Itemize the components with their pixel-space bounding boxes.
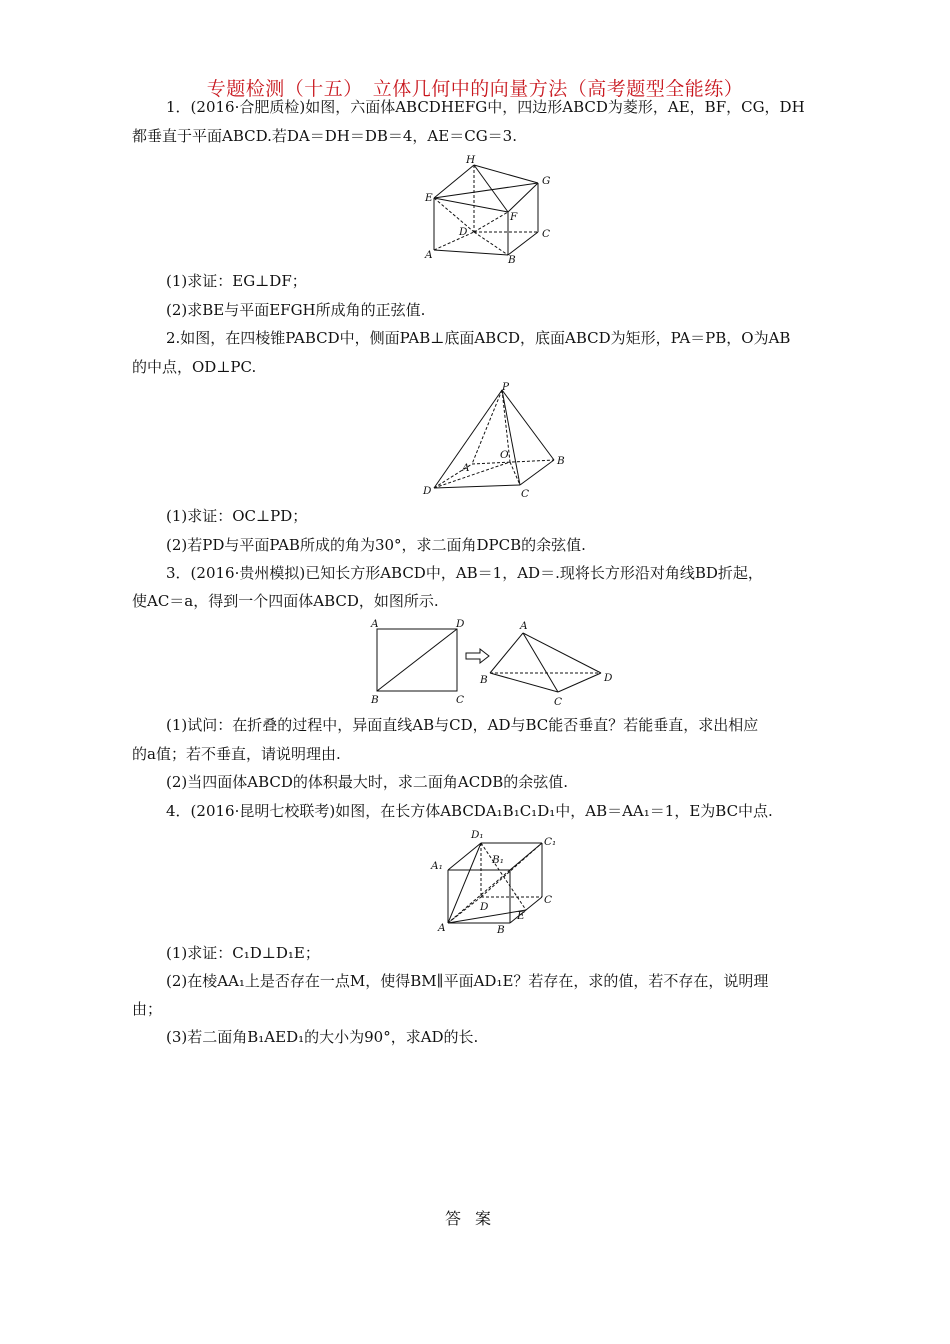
label-tet-b: B — [480, 674, 488, 686]
problem-3-part-2: (2)当四面体ABCD的体积最大时，求二面角ACDB的余弦值. — [166, 773, 569, 791]
label-e: E — [517, 910, 525, 922]
label-tet-d: D — [604, 672, 613, 684]
label-f: F — [510, 211, 518, 223]
problem-1-line-2: 都垂直于平面ABCD.若DA＝DH＝DB＝4，AE＝CG＝3. — [132, 127, 517, 145]
label-a: A — [462, 462, 470, 474]
problem-1-part-1: (1)求证：EG⊥DF； — [166, 272, 307, 290]
problem-4-part-1: (1)求证：C₁D⊥D₁E； — [166, 944, 320, 962]
label-c: C — [544, 894, 553, 906]
label-p: P — [502, 381, 510, 393]
label-b: B — [508, 254, 516, 265]
label-b: B — [557, 455, 565, 467]
label-c1: C₁ — [544, 836, 557, 848]
problem-2-line-1: 2.如图，在四棱锥PABCD中，侧面PAB⊥底面ABCD，底面ABCD为矩形，PA＝PB，O为AB — [166, 329, 791, 347]
answer-heading: 答案 — [444, 1209, 505, 1228]
label-rect-a: A — [371, 618, 379, 630]
problem-4-line-1: 4．(2016·昆明七校联考)如图，在长方体ABCDA₁B₁C₁D₁中，AB＝AA₁＝1，E为BC中点. — [166, 802, 773, 820]
label-rect-b: B — [371, 694, 379, 706]
figure-folding — [368, 615, 623, 710]
figure-cuboid — [424, 825, 564, 937]
label-o: O — [500, 449, 509, 461]
problem-3-part-1-line-2: 的a值；若不垂直，请说明理由. — [132, 745, 341, 763]
problem-4-part-2-line-2: 由； — [132, 1000, 163, 1018]
figure-pyramid — [418, 380, 573, 505]
label-h: H — [466, 154, 476, 166]
problem-4-part-3: (3)若二面角B₁AED₁的大小为90°，求AD的长. — [166, 1028, 479, 1046]
label-d: D — [459, 226, 468, 238]
label-b: B — [497, 924, 505, 936]
label-c: C — [521, 488, 530, 500]
problem-1-part-2: (2)求BE与平面EFGH所成角的正弦值. — [166, 301, 426, 319]
problem-1-line-1: 1．(2016·合肥质检)如图，六面体ABCDHEFG中，四边形ABCD为菱形，AE，BF，CG，DH — [166, 98, 805, 116]
label-tet-c: C — [554, 696, 563, 708]
label-g: G — [542, 175, 551, 187]
problem-3-part-1-line-1: (1)试问：在折叠的过程中，异面直线AB与CD，AD与BC能否垂直？若能垂直，求出相应 — [166, 716, 759, 734]
problem-4-part-2-line-1: (2)在棱AA₁上是否存在一点M，使得BM∥平面AD₁E？若存在，求的值，若不存在，说明理 — [166, 972, 769, 990]
page-title: 专题检测（十五） 立体几何中的向量方法（高考题型全能练） — [206, 78, 744, 100]
problem-3-line-2: 使AC＝a，得到一个四面体ABCD，如图所示. — [132, 592, 439, 610]
problem-2-part-1: (1)求证：OC⊥PD； — [166, 507, 308, 525]
label-d1: D₁ — [471, 829, 484, 841]
figure-hexahedron — [420, 150, 570, 265]
problem-2-part-2: (2)若PD与平面PAB所成的角为30°，求二面角DPCB的余弦值. — [166, 536, 586, 554]
label-rect-c: C — [456, 694, 465, 706]
label-a1: A₁ — [431, 860, 443, 872]
label-a: A — [425, 249, 433, 261]
label-tet-a: A — [520, 620, 528, 632]
problem-2-line-2: 的中点，OD⊥PC. — [132, 358, 257, 376]
label-a: A — [438, 922, 446, 934]
label-c: C — [542, 228, 551, 240]
label-e: E — [425, 192, 433, 204]
label-d: D — [423, 485, 432, 497]
label-rect-d: D — [456, 618, 465, 630]
problem-3-line-1: 3．(2016·贵州模拟)已知长方形ABCD中，AB＝1，AD＝.现将长方形沿对角线BD折起， — [166, 564, 763, 582]
label-b1: B₁ — [492, 854, 504, 866]
label-d: D — [480, 901, 489, 913]
